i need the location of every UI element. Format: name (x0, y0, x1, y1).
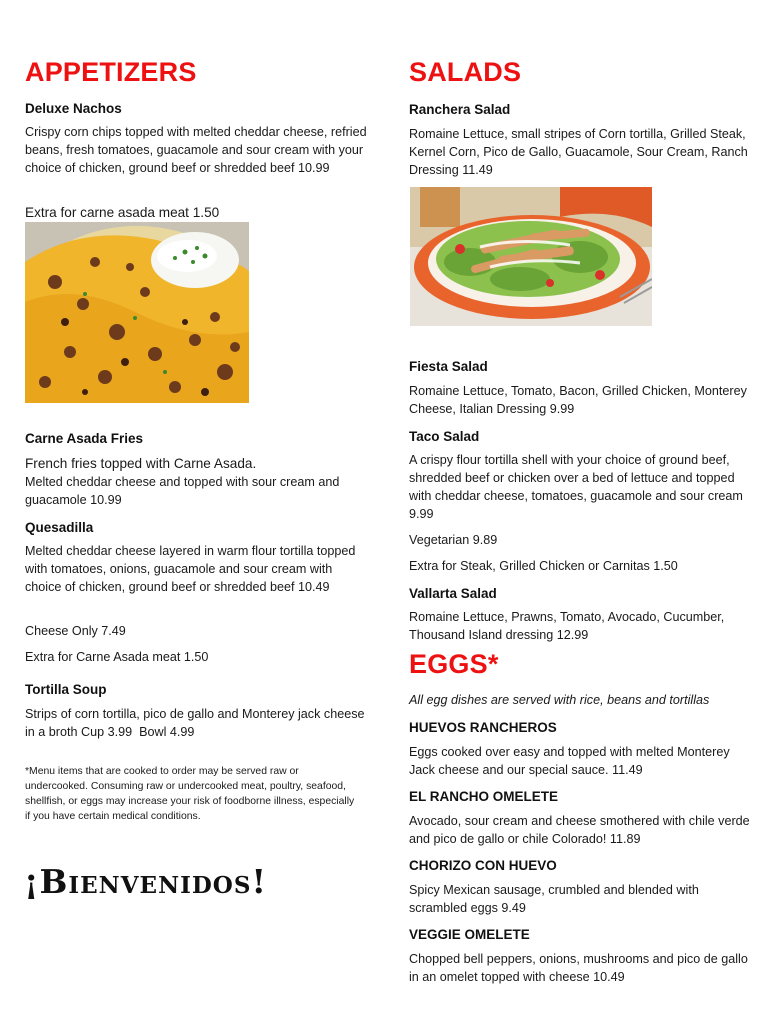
tortilla-soup-title: Tortilla Soup (25, 682, 107, 697)
eggs-heading: EGGS* (409, 649, 499, 679)
eggs-note: All egg dishes are served with rice, beans and tortillas (409, 693, 710, 707)
quesadilla-cheese-only: Cheese Only 7.49 (25, 624, 126, 638)
fiesta-salad-title: Fiesta Salad (409, 359, 488, 374)
tortilla-soup-desc: Strips of corn tortilla, pico de gallo and Monterey jack cheese in a broth Cup 3.99 Bowl 4.99 (25, 707, 369, 739)
quesadilla-title: Quesadilla (25, 520, 94, 535)
nachos-photo (25, 222, 249, 403)
deluxe-nachos-desc: Crispy corn chips topped with melted cheddar cheese, refried beans, fresh tomatoes, guacamole and sour cream with your choice of chicken, ground beef or shredded beef 10.99 (25, 125, 367, 175)
quesadilla-extra: Extra for Carne Asada meat 1.50 (25, 650, 209, 664)
taco-salad-vegetarian: Vegetarian 9.89 (409, 533, 498, 547)
chorizo-con-huevo-desc: Spicy Mexican sausage, crumbled and blended with scrambled eggs 9.49 (409, 883, 699, 915)
quesadilla-desc: Melted cheddar cheese layered in warm flour tortilla topped with tomatoes, onions, guacamole and sour cream with choice of chicken, ground beef or shredded beef 10.49 (25, 544, 356, 594)
ranchera-salad-title: Ranchera Salad (409, 102, 511, 117)
taco-salad-desc: A crispy flour tortilla shell with your choice of ground beef, shredded beef or chicken over a bed of lettuce and topped with cheddar cheese, tomatoes, guacamole and sour cream 9.99 (409, 453, 743, 521)
deluxe-nachos-title: Deluxe Nachos (25, 101, 122, 116)
huevos-rancheros-desc: Eggs cooked over easy and topped with melted Monterey Jack cheese and our special sauce. 11.49 (409, 745, 730, 777)
taco-salad-extra: Extra for Steak, Grilled Chicken or Carnitas 1.50 (409, 559, 678, 573)
ranchera-salad-desc: Romaine Lettuce, small stripes of Corn tortilla, Grilled Steak, Kernel Corn, Pico de Gallo, Guacamole, Sour Cream, Ranch Dressing 11.49 (409, 127, 748, 177)
salad-photo (410, 187, 652, 326)
carne-asada-fries-desc1: French fries topped with Carne Asada. (25, 456, 257, 471)
deluxe-nachos-extra: Extra for carne asada meat 1.50 (25, 205, 220, 220)
disclaimer: *Menu items that are cooked to order may be served raw or undercooked. Consuming raw or undercooked meat, poultry, seafood, shellfish, or eggs may increase your risk of foodborne illness, especially if you have certain medical conditions. (25, 766, 355, 822)
carne-asada-fries-title: Carne Asada Fries (25, 431, 144, 446)
bienvenidos-banner: ¡Bienvenidos! (24, 862, 267, 901)
vallarta-salad-title: Vallarta Salad (409, 586, 497, 601)
veggie-omelete-title: VEGGIE OMELETE (409, 927, 530, 942)
appetizers-heading: APPETIZERS (25, 57, 197, 87)
veggie-omelete-desc: Chopped bell peppers, onions, mushrooms and pico de gallo in an omelet topped with cheese 10.49 (409, 952, 748, 984)
huevos-rancheros-title: HUEVOS RANCHEROS (409, 720, 557, 735)
taco-salad-title: Taco Salad (409, 429, 480, 444)
carne-asada-fries-desc2: Melted cheddar cheese and topped with sour cream and guacamole 10.99 (25, 475, 340, 507)
el-rancho-omelete-title: EL RANCHO OMELETE (409, 789, 559, 804)
el-rancho-omelete-desc: Avocado, sour cream and cheese smothered with chile verde and pico de gallo or chile Colorado! 11.89 (409, 814, 750, 846)
chorizo-con-huevo-title: CHORIZO CON HUEVO (409, 858, 557, 873)
fiesta-salad-desc: Romaine Lettuce, Tomato, Bacon, Grilled Chicken, Monterey Cheese, Italian Dressing 9.99 (409, 384, 747, 416)
salads-heading: SALADS (409, 57, 522, 87)
vallarta-salad-desc: Romaine Lettuce, Prawns, Tomato, Avocado, Cucumber, Thousand Island dressing 12.99 (409, 610, 725, 642)
